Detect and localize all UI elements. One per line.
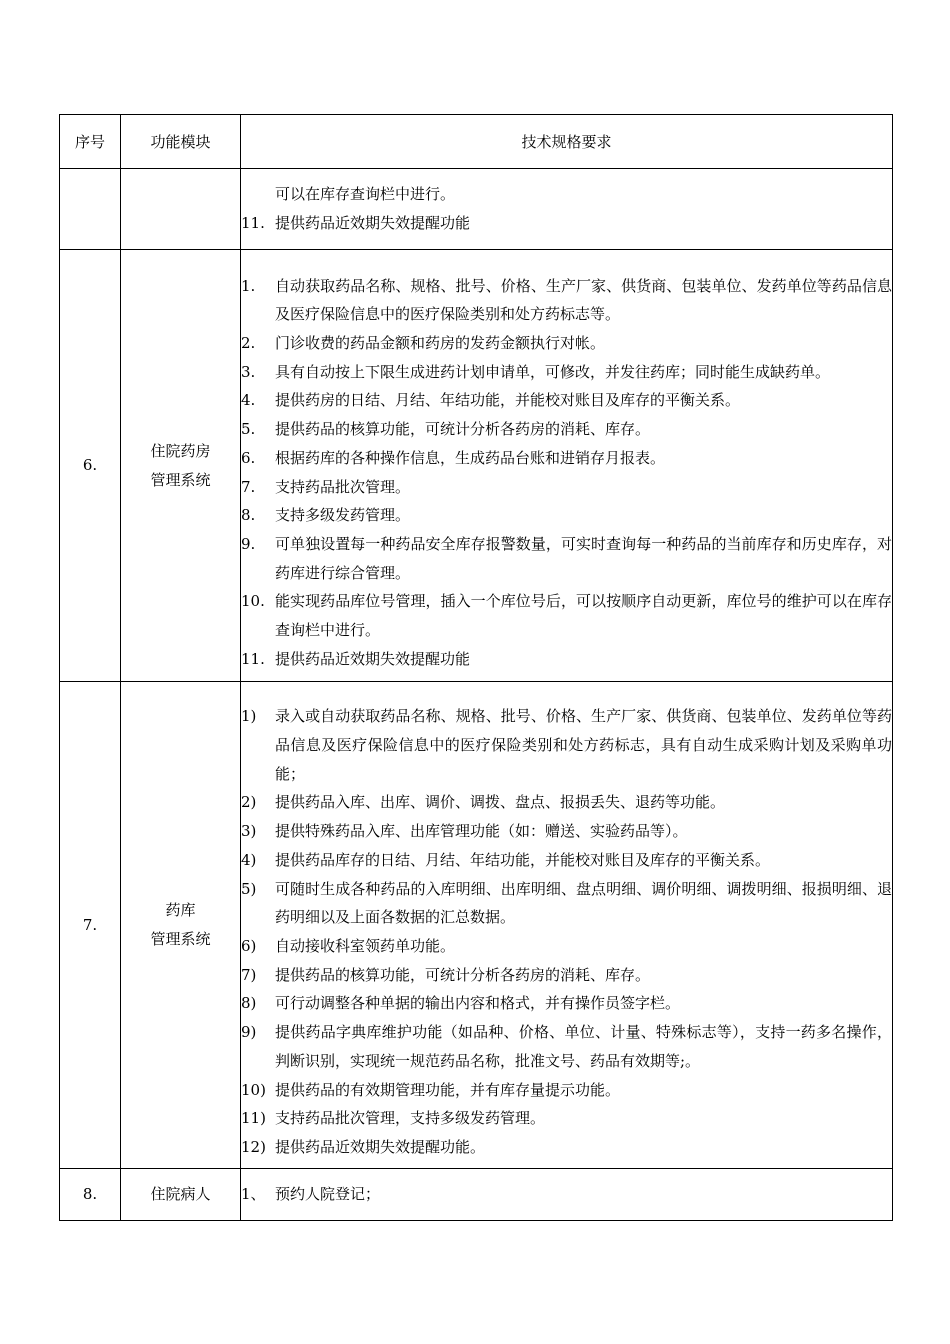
row-number: 6. (60, 250, 121, 682)
list-item-text: 提供药品库存的日结、月结、年结功能，并能校对账目及库存的平衡关系。 (275, 850, 771, 869)
list-item-text: 具有自动按上下限生成进药计划申请单，可修改，并发往药库；同时能生成缺药单。 (275, 362, 831, 381)
requirements-cell (241, 1169, 893, 1221)
list-item-text: 能实现药品库位号管理，插入一个库位号后，可以按顺序自动更新，库位号的维护可以在库存查询栏中进行。 (275, 592, 892, 640)
list-item-text: 提供药品的核算功能，可统计分析各药房的消耗、库存。 (275, 965, 651, 984)
module-name-line: 住院病人 (150, 1185, 211, 1203)
list-item-text: 自动获取药品名称、规格、批号、价格、生产厂家、供货商、包装单位、发药单位等药品信息及医疗保险信息中的医疗保险类别和处方药标志等。 (275, 276, 892, 324)
module-name-line: 药库 (165, 901, 196, 919)
list-item-text: 提供药品的核算功能，可统计分析各药房的消耗、库存。 (275, 420, 651, 439)
list-item-text: 提供药品近效期失效提醒功能 (275, 214, 471, 232)
list-item (241, 817, 892, 846)
list-item-number: 1、 (241, 1185, 266, 1204)
table-row (60, 682, 893, 1169)
list-item-text: 录入或自动获取药品名称、规格、批号、价格、生产厂家、供货商、包装单位、发药单位等药品信息及医疗保险信息中的医疗保险类别和处方药标志，具有自动生成采购计划及采购单功能； (275, 707, 892, 783)
list-item-number: 6) (241, 937, 257, 955)
list-item-number: 8. (241, 506, 256, 525)
list-item-text: 提供药品近效期失效提醒功能。 (275, 1137, 486, 1156)
module-name (121, 250, 241, 682)
header-row (60, 115, 893, 169)
row-number (60, 169, 121, 250)
requirements-cell (241, 250, 893, 682)
module-name (121, 682, 241, 1169)
list-item (241, 272, 892, 329)
list-item-text: 提供特殊药品入库、出库管理功能（如：赠送、实验药品等）。 (275, 822, 688, 841)
list-item (241, 846, 892, 875)
list-item-text: 提供药品的有效期管理功能，并有库存量提示功能。 (275, 1080, 621, 1099)
list-item (241, 1133, 892, 1162)
list-item-number: 4) (241, 850, 257, 869)
list-item (241, 875, 892, 932)
list-item-text: 支持药品批次管理。 (275, 477, 411, 496)
list-item-number: 3. (241, 362, 256, 381)
list-item (241, 1018, 892, 1075)
header-requirements: 技术规格要求 (241, 115, 893, 169)
list-item-text: 提供药品入库、出库、调价、调拨、盘点、报损丢失、退药等功能。 (275, 793, 726, 812)
list-item-number: 8) (241, 994, 257, 1013)
list-item (241, 1076, 892, 1105)
list-item-number: 6. (241, 448, 256, 467)
list-item-number: 11. (241, 214, 265, 232)
list-item-number: 9. (241, 534, 256, 553)
list-item (241, 358, 892, 387)
module-name (121, 1169, 241, 1221)
list-item-text: 支持多级发药管理。 (275, 506, 411, 525)
list-item (241, 473, 892, 502)
table-row (60, 250, 893, 682)
list-item-text: 可行动调整各种单据的输出内容和格式，并有操作员签字栏。 (275, 994, 681, 1013)
module-name-line: 管理系统 (150, 930, 211, 948)
table-row (60, 169, 893, 250)
list-item-number: 7) (241, 965, 257, 984)
list-item (241, 209, 892, 238)
list-item (241, 386, 892, 415)
list-item (241, 989, 892, 1018)
module-name-line: 管理系统 (150, 470, 211, 489)
list-item-text: 根据药库的各种操作信息，生成药品台账和进销存月报表。 (275, 448, 666, 467)
module-name (121, 169, 241, 250)
continued-text: 可以在库存查询栏中进行。 (275, 185, 456, 204)
list-item (241, 530, 892, 587)
list-item-text: 提供药品近效期失效提醒功能 (275, 649, 471, 668)
list-item-text: 预约人院登记； (275, 1185, 381, 1204)
list-item-number: 11. (241, 649, 265, 668)
list-item-number: 12) (241, 1137, 266, 1156)
spec-table (59, 114, 893, 1221)
list-item-text: 提供药房的日结、月结、年结功能，并能校对账目及库存的平衡关系。 (275, 391, 741, 410)
list-item (241, 702, 892, 788)
list-item-number: 11) (241, 1109, 266, 1128)
list-item-text: 可随时生成各种药品的入库明细、出库明细、盘点明细、调价明细、调拨明细、报损明细、退药明细以及上面各数据的汇总数据。 (275, 879, 892, 927)
list-item (241, 961, 892, 990)
row-number: 8. (60, 1169, 121, 1221)
list-item (241, 1104, 892, 1133)
list-item-number: 5) (241, 879, 257, 898)
list-item-number: 10) (241, 1080, 266, 1099)
list-item-text: 支持药品批次管理，支持多级发药管理。 (275, 1109, 546, 1128)
header-module: 功能模块 (121, 115, 241, 169)
list-item (241, 415, 892, 444)
list-item-number: 3) (241, 822, 257, 841)
list-item-number: 2. (241, 333, 256, 352)
table-body (60, 169, 893, 1221)
list-item (241, 932, 892, 961)
row-number: 7. (60, 682, 121, 1169)
list-item (241, 444, 892, 473)
list-item-number: 10. (241, 592, 265, 611)
requirements-cell (241, 682, 893, 1169)
list-item (241, 1180, 892, 1209)
list-item (241, 645, 892, 674)
header-no: 序号 (60, 115, 121, 169)
list-item-text: 自动接收科室领药单功能。 (275, 937, 456, 955)
requirements-cell (241, 169, 893, 250)
list-item-number: 4. (241, 391, 256, 410)
table-row (60, 1169, 893, 1221)
list-item (241, 788, 892, 817)
list-item-number: 2) (241, 793, 257, 812)
list-item (241, 329, 892, 358)
list-item-number: 7. (241, 477, 256, 496)
list-item (241, 501, 892, 530)
list-item-text: 提供药品字典库维护功能（如品种、价格、单位、计量、特殊标志等），支持一药多名操作，判断识别，实现统一规范药品名称，批准文号、药品有效期等;。 (275, 1023, 892, 1070)
list-item-text: 门诊收费的药品金额和药房的发药金额执行对帐。 (275, 333, 606, 352)
list-item-number: 5. (241, 420, 256, 439)
list-item-number: 1. (241, 276, 256, 295)
list-item-number: 1) (241, 707, 257, 726)
list-item-number: 9) (241, 1023, 257, 1042)
list-item-text: 可单独设置每一种药品安全库存报警数量，可实时查询每一种药品的当前库存和历史库存，对药库进行综合管理。 (275, 534, 892, 582)
list-item (241, 587, 892, 644)
module-name-line: 住院药房 (150, 441, 211, 460)
